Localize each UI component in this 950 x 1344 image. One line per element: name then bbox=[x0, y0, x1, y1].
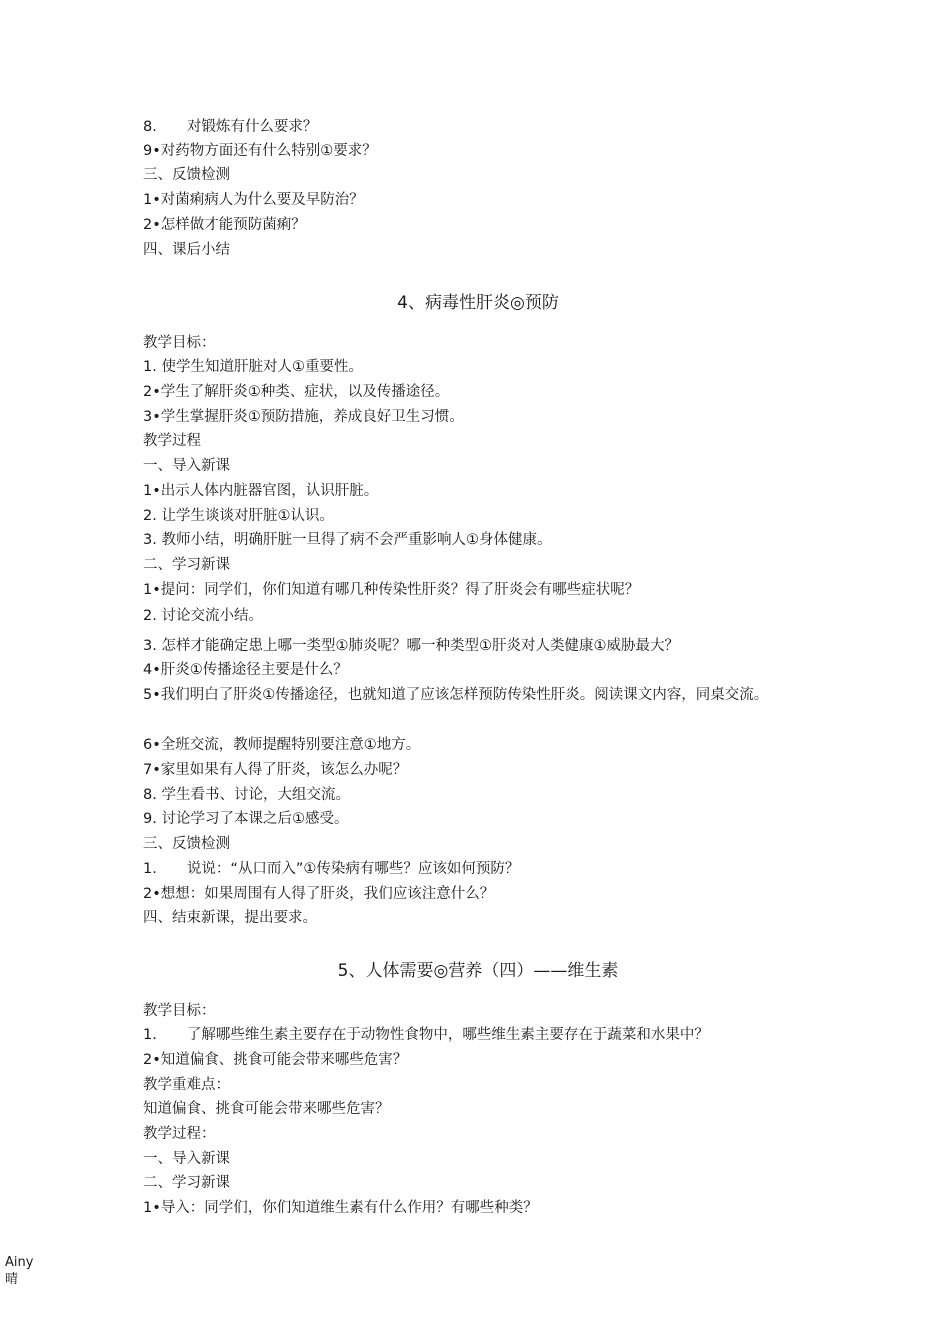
section-subheading: 一、导入新课 bbox=[143, 458, 230, 474]
section-subheading: 四、结束新课，提出要求。 bbox=[143, 910, 317, 926]
text-line: 9. 讨论学习了本课之后①感受。 bbox=[143, 811, 349, 827]
text-line: 1•对菌痢病人为什么要及早防治？ bbox=[143, 192, 364, 208]
section-subheading: 四、课后小结 bbox=[143, 242, 230, 258]
text-line: 5•我们明白了肝炎①传播途径，也就知道了应该怎样预防传染性肝炎。阅读课文内容，同桌交流。 bbox=[143, 687, 769, 703]
text-line: 2. 让学生谈谈对肝脏①认识。 bbox=[143, 508, 334, 524]
lesson-title: 5、人体需要◎营养（四）——维生素 bbox=[337, 961, 619, 981]
text-line bbox=[143, 117, 813, 137]
lesson-title: 4、病毒性肝炎◎预防 bbox=[397, 293, 559, 313]
text-line bbox=[143, 859, 813, 879]
text-line: 3. 教师小结，明确肝脏一旦得了病不会严重影响人①身体健康。 bbox=[143, 532, 552, 548]
line-text: 说说：“从口而入”①传染病有哪些？应该如何预防？ bbox=[186, 861, 520, 877]
text-line: 1•导入：同学们，你们知道维生素有什么作用？有哪些种类？ bbox=[143, 1200, 538, 1216]
text-line: 1•提问：同学们，你们知道有哪几种传染性肝炎？得了肝炎会有哪些症状呢？ bbox=[143, 582, 640, 598]
footer-author-name: 晴 bbox=[5, 1272, 19, 1287]
section-subheading: 三、反馈检测 bbox=[143, 167, 230, 183]
text-line: 2. 讨论交流小结。 bbox=[143, 608, 263, 624]
line-text: 了解哪些维生素主要存在于动物性食物中，哪些维生素主要存在于蔬菜和水果中？ bbox=[186, 1027, 709, 1043]
footer-author: Ainy bbox=[5, 1255, 34, 1270]
text-line: 3. 怎样才能确定患上哪一类型①肺炎呢？哪一种类型①肝炎对人类健康①威胁最大？ bbox=[143, 638, 679, 654]
section-subheading: 三、反馈检测 bbox=[143, 836, 230, 852]
text-line: 教学目标： bbox=[143, 335, 216, 351]
text-line: 2•想想：如果周围有人得了肝炎，我们应该注意什么？ bbox=[143, 886, 495, 902]
section-subheading: 二、学习新课 bbox=[143, 1175, 230, 1191]
text-line: 3•学生掌握肝炎①预防措施，养成良好卫生习惯。 bbox=[143, 409, 464, 425]
text-line: 4•肝炎①传播途径主要是什么？ bbox=[143, 662, 348, 678]
list-number: 8. bbox=[143, 119, 157, 135]
text-line: 教学重难点： bbox=[143, 1077, 230, 1093]
text-line: 2•学生了解肝炎①种类、症状，以及传播途径。 bbox=[143, 384, 450, 400]
line-text: 对锻炼有什么要求？ bbox=[186, 119, 318, 135]
text-line: 2•知道偏食、挑食可能会带来哪些危害？ bbox=[143, 1052, 408, 1068]
text-line: 1•出示人体内脏器官图，认识肝脏。 bbox=[143, 483, 379, 499]
list-number: 1. bbox=[143, 1027, 157, 1043]
text-line: 2•怎样做才能预防菌痢？ bbox=[143, 217, 306, 233]
section-subheading: 二、学习新课 bbox=[143, 557, 230, 573]
text-line: 8. 学生看书、讨论，大组交流。 bbox=[143, 787, 350, 803]
text-line bbox=[143, 1025, 813, 1045]
text-line: 知道偏食、挑食可能会带来哪些危害？ bbox=[143, 1101, 390, 1117]
text-line: 教学过程： bbox=[143, 1126, 216, 1142]
text-line: 教学目标： bbox=[143, 1003, 216, 1019]
text-line: 1. 使学生知道肝脏对人①重要性。 bbox=[143, 359, 363, 375]
text-line: 6•全班交流，教师提醒特别要注意①地方。 bbox=[143, 737, 421, 753]
text-line: 7•家里如果有人得了肝炎，该怎么办呢？ bbox=[143, 762, 408, 778]
text-line: 9•对药物方面还有什么特别①要求？ bbox=[143, 143, 377, 159]
list-number: 1. bbox=[143, 861, 157, 877]
section-subheading: 一、导入新课 bbox=[143, 1151, 230, 1167]
text-line: 教学过程 bbox=[143, 433, 201, 449]
